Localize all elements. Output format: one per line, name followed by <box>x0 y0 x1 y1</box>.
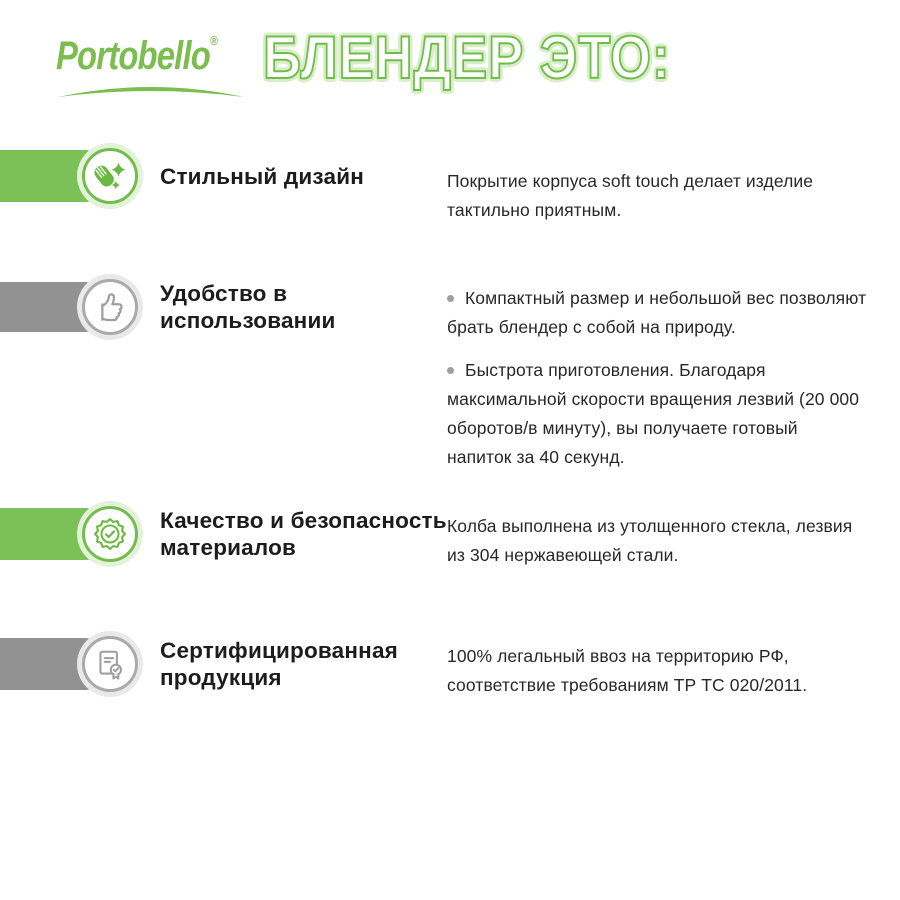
hand-sparkles-icon <box>93 159 127 193</box>
section-heading-quality: Качество и безопасность материалов <box>160 508 447 560</box>
certificate-icon <box>93 647 127 681</box>
bullet-dot-icon <box>447 295 454 302</box>
paragraph: Колба выполнена из утолщенного стекла, лезвия из 304 нержавеющей стали. <box>447 516 853 565</box>
section-heading-certification: Сертифицированная продукция <box>160 638 399 690</box>
icon-circle <box>82 506 138 562</box>
logo-swoosh-icon <box>56 84 246 100</box>
section-icon-quality <box>77 501 143 567</box>
icon-circle <box>82 636 138 692</box>
section-heading-usability: Удобство в использовании <box>160 281 336 333</box>
section-text-certification <box>447 642 867 700</box>
portobello-logo <box>56 34 256 100</box>
bullet-dot-icon <box>447 367 454 374</box>
bullet-item <box>447 284 867 342</box>
section-heading-design: Стильный дизайн <box>160 163 365 189</box>
section-text-usability <box>447 284 867 472</box>
registered-trademark: ® <box>209 33 218 48</box>
section-text-quality <box>447 512 867 570</box>
section-icon-design <box>77 143 143 209</box>
icon-circle <box>82 279 138 335</box>
icon-circle <box>82 148 138 204</box>
logo-text <box>56 34 220 76</box>
section-icon-certification <box>77 631 143 697</box>
bullet-text: Быстрота приготовления. Благодаря максимальной скорости вращения лезвий (20 000 оборотов/в минуту), вы получаете готовый напиток за 40 секунд. <box>447 360 860 467</box>
quality-badge-icon <box>93 517 127 551</box>
logo-wordmark: Portobello <box>56 34 210 78</box>
bullet-text: Компактный размер и небольшой вес позволяют брать блендер с собой на природу. <box>447 288 867 337</box>
page-title: БЛЕНДЕР ЭТО: <box>263 24 671 91</box>
section-text-design <box>447 167 867 225</box>
paragraph: Покрытие корпуса soft touch делает изделие тактильно приятным. <box>447 171 814 220</box>
bullet-item <box>447 356 867 472</box>
paragraph: 100% легальный ввоз на территорию РФ, соответствие требованиям ТР ТС 020/2011. <box>447 646 808 695</box>
thumbs-up-icon <box>93 290 127 324</box>
section-icon-usability <box>77 274 143 340</box>
